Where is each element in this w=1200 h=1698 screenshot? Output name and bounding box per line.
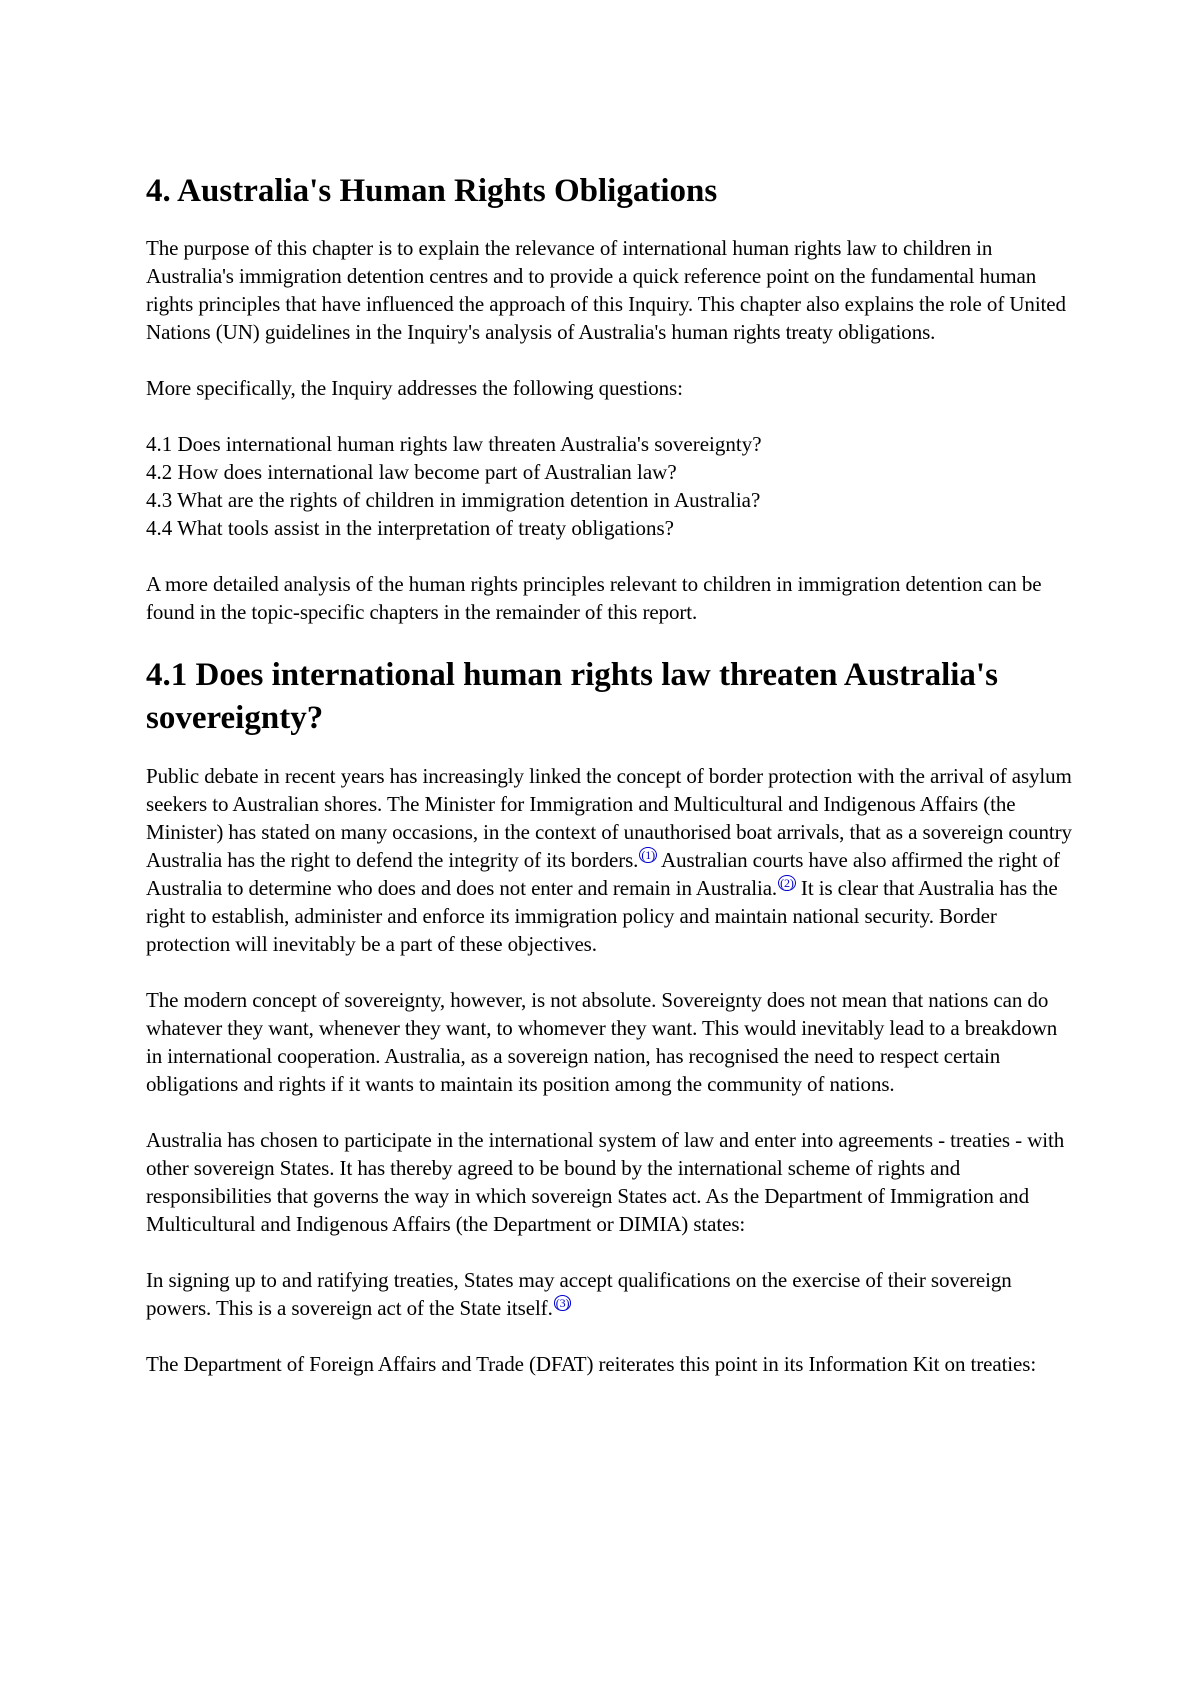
paragraph-text: It is clear that Australia has the right to establish, administer and enforce its immigration policy and maintain national security. Border protection will inevitably be a part of these objectives. (146, 876, 1058, 956)
document-page (146, 170, 1076, 1406)
paragraph-text: Australian courts have also affirmed the right of Australia to determine who does and does not enter and remain in Australia. (146, 848, 1060, 900)
question-item: 4.1 Does international human rights law threaten Australia's sovereignty? (146, 432, 762, 456)
question-list (146, 430, 1076, 542)
intro-paragraph-questions-lead: More specifically, the Inquiry addresses the following questions: (146, 376, 683, 400)
quote-text: In signing up to and ratifying treaties, States may accept qualifications on the exercise of their sovereign powers. This is a sovereign act of the State itself. (146, 1268, 1012, 1320)
footnote-link-1[interactable]: (1) (641, 848, 656, 862)
chapter-title: 4. Australia's Human Rights Obligations (146, 173, 718, 209)
intro-paragraph-detailed-analysis: A more detailed analysis of the human rights principles relevant to children in immigration detention can be found in the topic-specific chapters in the remainder of this report. (146, 572, 1042, 624)
section-paragraph-treaties: Australia has chosen to participate in the international system of law and enter into agreements - treaties - with other sovereign States. It has thereby agreed to be bound by the international scheme of rights and responsibilities that governs the way in which sovereign States act. As the Department of Immigration and Multicultural and Indigenous Affairs (the Department or DIMIA) states: (146, 1128, 1065, 1236)
section-paragraph-dfat: The Department of Foreign Affairs and Trade (DFAT) reiterates this point in its Information Kit on treaties: (146, 1352, 1037, 1376)
section-paragraph-sovereignty-concept: The modern concept of sovereignty, however, is not absolute. Sovereignty does not mean that nations can do whatever they want, whenever they want, to whomever they want. This would inevitably lead to a breakdown in international cooperation. Australia, as a sovereign nation, has recognised the need to respect certain obligations and rights if it wants to maintain its position among the community of nations. (146, 988, 1058, 1096)
intro-paragraph-purpose: The purpose of this chapter is to explain the relevance of international human rights law to children in Australia's immigration detention centres and to provide a quick reference point on the fundamental human rights principles that have influenced the approach of this Inquiry. This chapter also explains the role of United Nations (UN) guidelines in the Inquiry's analysis of Australia's human rights treaty obligations. (146, 236, 1066, 344)
question-item: 4.3 What are the rights of children in immigration detention in Australia? (146, 488, 761, 512)
paragraph-text: Public debate in recent years has increasingly linked the concept of border protection with the arrival of asylum seekers to Australian shores. The Minister for Immigration and Multicultural and Indigenous Affairs (the Minister) has stated on many occasions, in the context of unauthorised boat arrivals, that as a sovereign country Australia has the right to defend the integrity of its borders. (146, 764, 1072, 872)
section-paragraph-border-protection (146, 762, 1076, 958)
question-item: 4.2 How does international law become part of Australian law? (146, 460, 677, 484)
footnote-link-3[interactable]: (3) (555, 1296, 570, 1310)
question-item: 4.4 What tools assist in the interpretation of treaty obligations? (146, 516, 675, 540)
section-heading-4-1: 4.1 Does international human rights law threaten Australia's sovereignty? (146, 657, 998, 736)
section-quote-dimia (146, 1266, 1076, 1322)
footnote-link-2[interactable]: (2) (780, 876, 794, 890)
